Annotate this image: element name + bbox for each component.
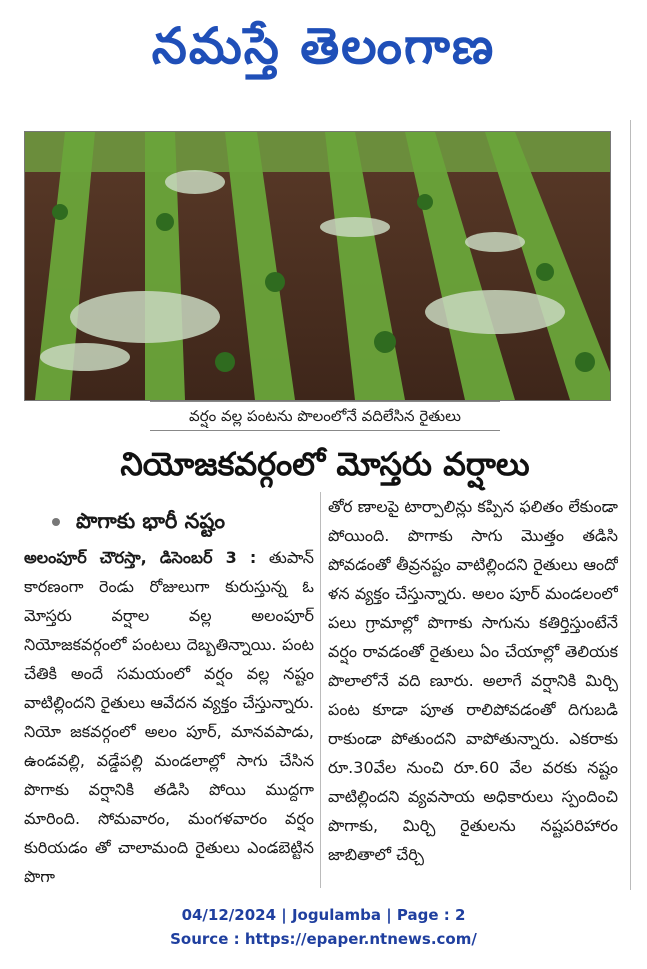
article-subhead bbox=[52, 504, 312, 538]
article-dateline: అలంపూర్ చౌరస్తా, డిసెంబర్ 3 : bbox=[24, 548, 257, 567]
article-column-right: తోర ణాలపై టార్పాలిన్లు కప్పిన ఫలితం లేకుండా పోయింది. పొగాకు సాగు మొత్తం తడిసి పోవడంతో తీవ్రనష్టం వాటిల్లిందని రైతులు ఆందో ళన వ్యక్తం చేస్తున్నారు. అలం పూర్ మండలంలో పలు గ్రామాల్లో పొగాకు సాగును కతిర్తిస్తుంటేనే వర్షం రావడంతో రైతులు ఏం చేయాల్లో తెలియక పొలాలోనే వది ణూరు. అలాగే వర్షానికి మిర్చి పంట కూడా పూత రాలిపోవడంతో దిగుబడి రాకుండా పోతుందని వాపోతున్నారు. ఎకరాకు రూ.30వేల నుంచి రూ.60 వేల వరకు నష్టం వాటిల్లిందని వ్యవసాయ అధికారులు స్పందించి పొగాకు, మిర్చి రైతులను నష్టపరిహారం జాబితాలో చేర్చి bbox=[328, 497, 618, 864]
news-photo bbox=[24, 131, 611, 401]
photo-caption: వర్షం వల్ల పంటను పొలంలోనే వదిలేసిన రైతులు bbox=[150, 401, 500, 431]
article-column-left bbox=[24, 543, 314, 888]
column-divider bbox=[320, 492, 321, 888]
source-link[interactable]: Source : https://epaper.ntnews.com/ bbox=[170, 930, 477, 948]
bullet-icon bbox=[52, 518, 60, 526]
article-body-left: తుపాన్ కారణంగా రెండు రోజులుగా కురుస్తున్న ఓ మోస్తరు వర్షాల వల్ల అలంపూర్ నియోజకవర్గంలో పంటలు దెబ్బతిన్నాయి. పంట చేతికి అందే సమయంలో వర్షం వల్ల నష్టం వాటిల్లిందని రైతులు ఆవేదన వ్యక్తం చేస్తున్నారు. నియో జకవర్గంలో అలం పూర్, మానవపాడు, ఉండవల్లి, వడ్డేపల్లి మండలాల్లో సాగు చేసిన పొగాకు వర్షానికి తడిసి పోయి ముద్దగా మారింది. సోమవారం, మంగళవారం వర్షం కురియడం తో చాలామంది రైతులు ఎండబెట్టిన పొగా bbox=[24, 548, 314, 886]
article-headline: నియోజకవర్గంలో మోస్తరు వర్షాలు bbox=[120, 445, 530, 483]
page-rule bbox=[630, 120, 631, 890]
edition-info: 04/12/2024 | Jogulamba | Page : 2 bbox=[181, 906, 466, 924]
newspaper-masthead: నమస్తే తెలంగాణ bbox=[151, 17, 496, 75]
subhead-text: పొగాకు భారీ నష్టం bbox=[76, 509, 226, 533]
